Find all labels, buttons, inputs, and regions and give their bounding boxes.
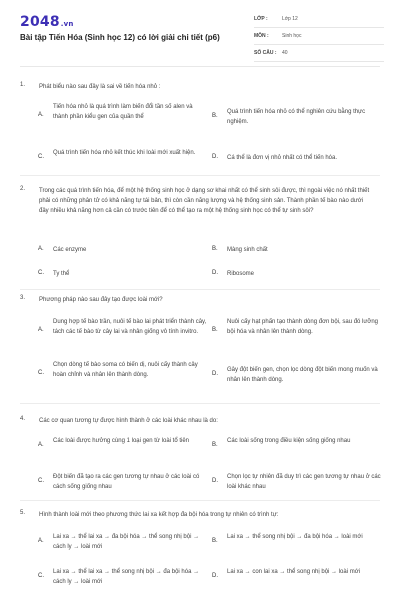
option-text: Ribosome — [227, 271, 255, 277]
option-letter: A. — [38, 538, 44, 544]
option-letter: B. — [212, 327, 218, 333]
option-letter: B. — [212, 442, 218, 448]
question-divider — [20, 175, 380, 176]
option-text: Các loài được hưởng cùng 1 loại gen từ loài tổ tiên — [53, 438, 189, 444]
meta-row-count — [254, 47, 384, 62]
option-text: Nuôi cấy hạt phấn tạo thành dòng đơn bội, sau đó lưỡng bội hóa và nhân lên thành dòng. — [227, 319, 378, 335]
question-number: 4. — [20, 416, 26, 422]
option-letter: C. — [38, 270, 44, 276]
question-number: 2. — [20, 186, 26, 192]
meta-value: 40 — [282, 50, 288, 56]
option-letter: C. — [38, 370, 44, 376]
option-letter: A. — [38, 246, 44, 252]
document-title: Bài tập Tiến Hóa (Sinh học 12) có lời giải chi tiết (p6) — [20, 33, 220, 42]
option-text: Chọn lọc tự nhiên đã duy trì các gen tương tự nhau ở các loài khác nhau — [227, 474, 381, 490]
site-logo[interactable] — [20, 14, 74, 30]
option-letter: C. — [38, 154, 44, 160]
question-divider — [20, 403, 380, 404]
option-letter: B. — [212, 246, 218, 252]
option-text: Các enzyme — [53, 247, 87, 253]
option-letter: C. — [38, 573, 44, 579]
option-letter: A. — [38, 442, 44, 448]
option-text: Ty thể — [53, 271, 70, 277]
option-text: Cá thể là đơn vị nhỏ nhất có thể tiến hóa. — [227, 155, 338, 161]
option-text: Gây đột biến gen, chọn lọc dòng đột biến mong muốn và nhân lên thành dòng. — [227, 367, 378, 383]
option-letter: A. — [38, 112, 44, 118]
option-letter: B. — [212, 113, 218, 119]
meta-value: Sinh học — [282, 33, 302, 39]
question-text: Hình thành loài mới theo phương thức lai xa kết hợp đa bội hóa trong tự nhiên có trình tự: — [39, 512, 279, 518]
option-text: Quá trình tiến hóa nhỏ có thể nghiên cứu bằng thực nghiệm. — [227, 109, 366, 125]
meta-row-class — [254, 13, 384, 28]
question-number: 3. — [20, 295, 26, 301]
option-letter: B. — [212, 538, 218, 544]
question-text: Trong các quá trình tiến hóa, để một hệ thống sinh học ở dạng sơ khai nhất có thể sinh sôi được, thì ngoài việc nó nhất thiết phải có những phân tử có khả năng tự tái bản, thì còn cần năng lượng và hệ thống sinh sản. Thành phần tế bào nào dưới đây nhiều khả năng hơn cả cần có trước tiên để có thể tạo ra một hệ thống sinh học có thể tự sinh sôi? — [39, 188, 370, 214]
option-letter: A. — [38, 327, 44, 333]
option-letter: D. — [212, 154, 218, 160]
option-text: Chọn dòng tế bào soma có biến dị, nuôi cấy thành cây hoàn chỉnh và nhân lên thành dòng. — [53, 362, 198, 378]
option-letter: C. — [38, 478, 44, 484]
meta-key: MÔN : — [254, 33, 269, 39]
option-text: Lai xa → thể lai xa → thể song nhị bội → đa bội hóa → cách ly → loài mới — [53, 569, 200, 585]
question-text: Phát biểu nào sau đây là sai về tiến hóa nhỏ : — [39, 84, 161, 90]
question-text: Phương pháp nào sau đây tạo được loài mới? — [39, 297, 163, 303]
meta-value: Lớp 12 — [282, 16, 298, 22]
meta-table — [254, 13, 384, 64]
meta-row-subject — [254, 30, 384, 45]
option-text: Lai xa → thể song nhị bội → đa bội hóa → loài mới — [227, 534, 363, 540]
option-text: Đột biến đã tạo ra các gen tương tự nhau ở các loài có cách sống giống nhau — [53, 474, 200, 490]
option-text: Lai xa → thể lai xa → đa bội hóa → thể song nhị bội → cách ly → loài mới — [53, 534, 200, 550]
header-divider — [20, 66, 380, 67]
logo-text: 2048 — [20, 14, 60, 30]
question-text: Các cơ quan tương tự được hình thành ở các loài khác nhau là do: — [39, 418, 218, 424]
question-divider — [20, 289, 380, 290]
option-text: Các loài sống trong điều kiện sống giống nhau — [227, 438, 351, 444]
question-number: 5. — [20, 510, 26, 516]
option-text: Dung hợp tế bào trần, nuôi tế bào lai phát triển thành cây, tách các tế bào từ cây lai và nhân giống vô tính invitro. — [53, 319, 207, 335]
option-letter: D. — [212, 478, 218, 484]
option-letter: D. — [212, 270, 218, 276]
option-letter: D. — [212, 371, 218, 377]
logo-domain: .vn — [60, 20, 74, 28]
option-text: Lai xa → con lai xa → thể song nhị bội → loài mới — [227, 569, 360, 575]
option-text: Quá trình tiến hóa nhỏ kết thúc khi loài mới xuất hiện. — [53, 150, 196, 156]
question-divider — [20, 500, 380, 501]
question-number: 1. — [20, 82, 26, 88]
option-text: Tiến hóa nhỏ là quá trình làm biến đổi tần số alen và thành phần kiểu gen của quần thể — [53, 104, 193, 120]
option-letter: D. — [212, 573, 218, 579]
meta-key: LỚP : — [254, 16, 268, 22]
document-header — [0, 0, 400, 68]
meta-key: SỐ CÂU : — [254, 50, 277, 56]
option-text: Màng sinh chất — [227, 247, 268, 253]
